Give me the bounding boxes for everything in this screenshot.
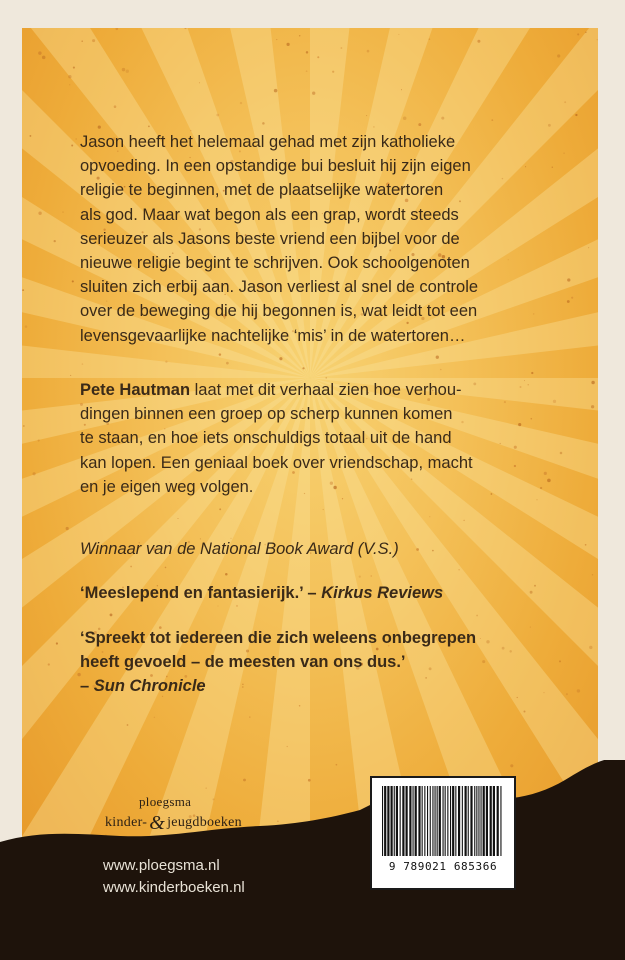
- speck: [524, 711, 526, 713]
- speck: [585, 32, 586, 33]
- bio-line: dingen binnen een groep op scherp kunnen komen: [80, 405, 453, 424]
- speck: [577, 689, 580, 692]
- speck: [564, 101, 566, 103]
- publisher-logo: [105, 794, 242, 835]
- author-name: Pete Hautman: [80, 381, 191, 399]
- barcode-bar: [478, 786, 479, 856]
- barcode-bar: [418, 786, 420, 856]
- speck: [559, 660, 561, 662]
- speck: [557, 54, 560, 57]
- blurb-line: Jason heeft het helemaal gehad met zijn katholieke: [80, 133, 456, 151]
- barcode-bar: [422, 786, 423, 856]
- website-url-kinderboeken[interactable]: www.kinderboeken.nl: [103, 879, 245, 896]
- speck: [429, 516, 430, 517]
- barcode-bar: [443, 786, 444, 856]
- blurb-line: religie te beginnen, met de plaatselijke watertoren: [80, 181, 444, 200]
- speck: [73, 67, 75, 69]
- speck: [441, 117, 444, 120]
- speck: [585, 544, 587, 546]
- barcode-bar: [394, 786, 395, 856]
- quote-source: Sun Chronicle: [93, 677, 206, 696]
- speck: [165, 361, 167, 363]
- barcode-bar: [450, 786, 451, 856]
- speck: [552, 166, 553, 167]
- speck: [287, 746, 288, 747]
- speck: [184, 28, 186, 29]
- barcode-bar: [462, 786, 463, 856]
- speck: [588, 247, 589, 248]
- speck: [54, 240, 56, 242]
- speck: [68, 75, 71, 78]
- speck: [199, 82, 200, 83]
- blurb-line: opvoeding. In een opstandige bui besluit hij zijn eigen: [80, 157, 471, 176]
- bio-line: en je eigen weg volgen.: [80, 477, 254, 496]
- publisher-name: ploegsma: [139, 794, 192, 809]
- speck: [577, 33, 579, 35]
- barcode-bar: [439, 786, 441, 856]
- speck: [299, 705, 301, 707]
- speck: [127, 724, 129, 726]
- quote-line: ‘Spreekt tot iedereen die zich weleens onbegrepen: [80, 629, 477, 647]
- speck: [98, 126, 101, 129]
- speck: [225, 573, 228, 576]
- barcode-bar: [468, 786, 469, 856]
- speck: [302, 367, 304, 369]
- speck: [398, 34, 399, 35]
- barcode-bar: [387, 786, 389, 856]
- speck: [463, 520, 464, 521]
- speck: [403, 116, 407, 120]
- speck: [591, 405, 594, 408]
- speck: [560, 452, 563, 455]
- barcode-bar: [437, 786, 438, 856]
- barcode-bar: [400, 786, 401, 856]
- speck: [274, 89, 278, 93]
- speck: [226, 362, 229, 365]
- speck: [306, 51, 308, 53]
- barcode-bar: [445, 786, 446, 856]
- barcode-bar: [427, 786, 428, 856]
- speck: [491, 119, 493, 121]
- bio-line: [80, 378, 550, 402]
- speck: [418, 123, 421, 126]
- barcode-bar: [452, 786, 454, 856]
- barcode-bar: [430, 786, 431, 856]
- speck: [71, 145, 73, 147]
- review-quote-sun-chronicle: [80, 626, 550, 699]
- speck: [567, 278, 570, 281]
- speck: [219, 508, 221, 510]
- quote-attribution: [80, 674, 550, 698]
- speck: [130, 566, 132, 568]
- speck: [563, 152, 565, 154]
- speck: [531, 372, 533, 374]
- publisher-imprint: [105, 812, 242, 835]
- speck: [115, 28, 118, 30]
- speck: [38, 439, 40, 441]
- barcode-bar: [402, 786, 404, 856]
- speck: [323, 509, 324, 510]
- speck: [217, 605, 218, 606]
- barcode-bar: [406, 786, 408, 856]
- speck: [367, 50, 370, 53]
- barcode-bar: [391, 786, 393, 856]
- speck: [436, 356, 439, 359]
- bio-line: kan lopen. Een geniaal boek over vriendschap, macht: [80, 453, 473, 472]
- speck: [25, 325, 28, 328]
- speck: [81, 40, 82, 41]
- speck: [178, 518, 179, 519]
- review-quote-kirkus: [80, 581, 550, 605]
- speck: [33, 472, 36, 475]
- barcode-bar: [490, 786, 492, 856]
- speck: [312, 92, 315, 95]
- blurb-paragraph: [80, 130, 550, 348]
- barcode-bar: [415, 786, 417, 856]
- speck: [62, 211, 63, 212]
- website-list: [103, 855, 245, 899]
- imprint-left: kinder-: [105, 815, 148, 830]
- quote-line: heeft gevoeld – de meesten van ons dus.’: [80, 653, 406, 672]
- speck: [69, 84, 70, 85]
- barcode-bar: [384, 786, 386, 856]
- speck: [82, 363, 84, 365]
- speck: [566, 693, 568, 695]
- barcode-bar: [396, 786, 398, 856]
- author-paragraph: [80, 378, 550, 499]
- barcode-bar: [497, 786, 499, 856]
- speck: [92, 39, 95, 42]
- speck: [571, 297, 573, 299]
- quote-dash: –: [80, 677, 94, 696]
- speck: [340, 47, 342, 49]
- speck: [553, 400, 556, 403]
- barcode-bar: [483, 786, 485, 856]
- speck: [154, 717, 155, 718]
- speck: [536, 499, 537, 500]
- speck: [70, 375, 71, 376]
- speck: [332, 71, 334, 73]
- speck: [317, 56, 319, 58]
- speck: [148, 126, 150, 128]
- speck: [276, 39, 277, 40]
- quote-source: Kirkus Reviews: [321, 584, 444, 602]
- award-line: Winnaar van de National Book Award (V.S.): [80, 540, 399, 558]
- speck: [591, 381, 594, 384]
- barcode-bar: [447, 786, 448, 856]
- bio-line: te staan, en hoe iets onschuldigs totaal uit de hand: [80, 429, 452, 448]
- speck: [23, 425, 25, 427]
- speck: [110, 613, 113, 616]
- speck: [359, 575, 361, 577]
- barcode-bar: [481, 786, 482, 856]
- barcode-bar: [435, 786, 436, 856]
- barcode-bar: [486, 786, 488, 856]
- speck: [66, 527, 69, 530]
- speck: [165, 567, 167, 569]
- speck: [306, 70, 308, 72]
- barcode-bar: [458, 786, 460, 856]
- imprint-right: jeugdboeken: [167, 815, 242, 830]
- speck: [548, 124, 551, 127]
- speck: [440, 369, 442, 371]
- speck: [72, 280, 74, 282]
- speck: [219, 353, 221, 355]
- speck: [216, 114, 219, 117]
- barcode-bar: [382, 786, 383, 856]
- speck: [589, 646, 592, 649]
- barcode-bars: [380, 786, 506, 858]
- speck: [477, 40, 480, 43]
- bio-line-rest: laat met dit verhaal zien hoe verhou-: [190, 381, 462, 399]
- barcode-bar: [432, 786, 433, 856]
- speck: [29, 135, 31, 137]
- speck: [373, 126, 375, 128]
- speck: [597, 39, 598, 40]
- barcode-bar: [455, 786, 456, 856]
- barcode-bar: [470, 786, 472, 856]
- blurb-line: levensgevaarlijke nachtelijke ‘mis’ in de watertoren…: [80, 326, 466, 345]
- blurb-line: sluiten zich erbij aan. Jason verliest al snel de controle: [80, 278, 479, 297]
- barcode-bar: [465, 786, 467, 856]
- speck: [249, 716, 250, 717]
- speck: [262, 122, 265, 125]
- speck: [38, 51, 41, 54]
- speck: [567, 300, 570, 303]
- barcode-bar: [413, 786, 414, 856]
- speck: [575, 114, 577, 116]
- barcode-bar: [474, 786, 475, 856]
- speck: [122, 68, 125, 71]
- website-url-ploegsma[interactable]: www.ploegsma.nl: [103, 857, 220, 874]
- speck: [286, 43, 289, 46]
- speck: [114, 105, 117, 108]
- speck: [42, 56, 46, 60]
- speck: [371, 575, 372, 576]
- speck: [76, 138, 77, 139]
- barcode-bar: [476, 786, 477, 856]
- ampersand-mark: &: [149, 812, 166, 834]
- barcode-bar: [500, 786, 501, 856]
- barcode-bar: [424, 786, 425, 856]
- speck: [299, 35, 300, 36]
- speck: [592, 574, 593, 575]
- speck: [366, 115, 367, 116]
- speck: [56, 642, 58, 644]
- speck: [279, 357, 282, 360]
- speck: [476, 615, 478, 617]
- speck: [22, 289, 24, 291]
- blurb-line: over de beweging die hij begonnen is, wat leidt tot een: [80, 302, 478, 321]
- speck: [240, 102, 242, 104]
- speck: [401, 89, 402, 90]
- speck: [458, 569, 459, 570]
- dark-ground-silhouette: [0, 760, 625, 960]
- speck: [126, 70, 129, 73]
- blurb-line: serieuzer als Jasons beste vriend een bijbel voor de: [80, 229, 460, 248]
- speck: [38, 212, 41, 215]
- isbn-number: 9 789021 685366: [388, 860, 498, 873]
- isbn-barcode: [370, 776, 516, 890]
- barcode-bar: [409, 786, 411, 856]
- speck: [429, 38, 431, 40]
- quote-text: ‘Meeslepend en fantasierijk.’ –: [80, 584, 322, 602]
- speck: [48, 663, 50, 665]
- barcode-bar: [493, 786, 495, 856]
- blurb-line: nieuwe religie begint te schrijven. Ook schoolgenoten: [80, 254, 470, 273]
- blurb-line: als god. Maar wat begon als een grap, wordt steeds: [80, 205, 459, 224]
